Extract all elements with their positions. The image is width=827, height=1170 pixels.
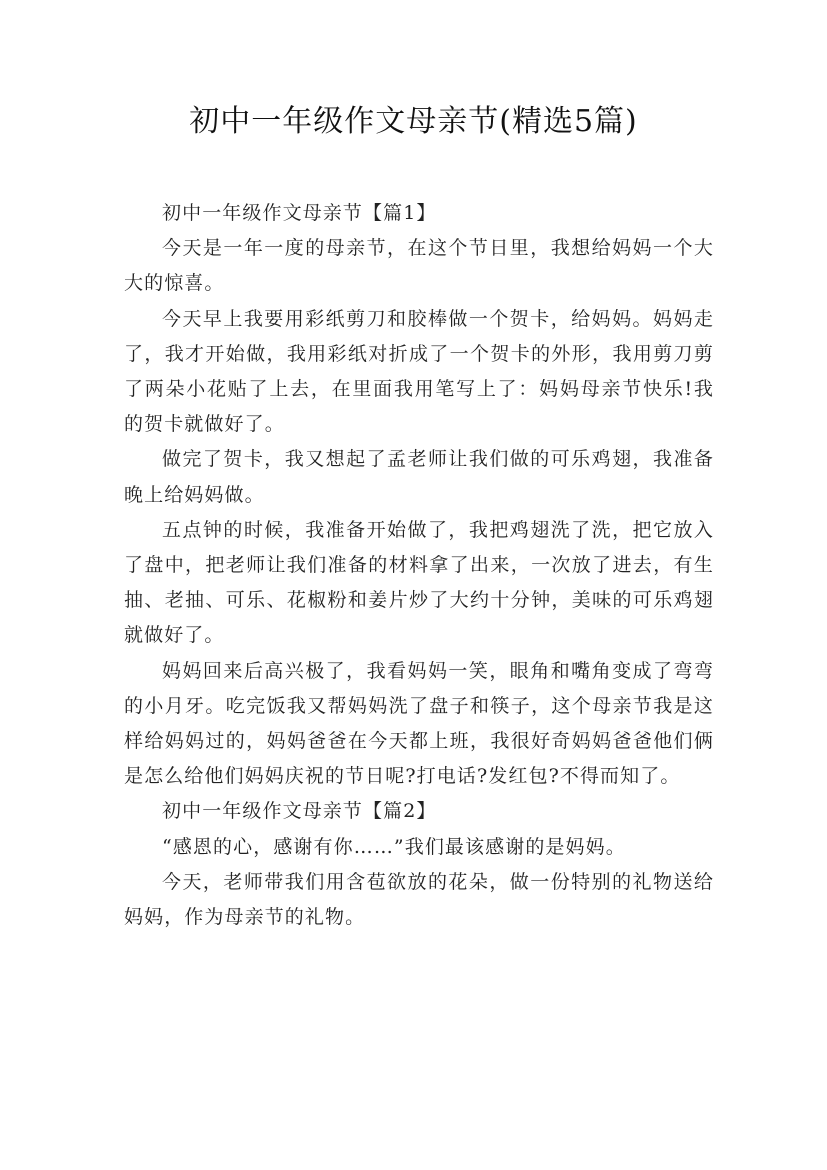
document-title: 初中一年级作文母亲节(精选5篇)	[189, 104, 638, 139]
paragraph: 妈妈回来后高兴极了，我看妈妈一笑，眼角和嘴角变成了弯弯的小月牙。吃完饭我又帮妈妈洗了盘子和筷子，这个母亲节我是这样给妈妈过的，妈妈爸爸在今天都上班，我很好奇妈妈爸爸他们俩是怎么给他们妈妈庆祝的节日呢?打电话?发红包?不得而知了。	[124, 659, 714, 788]
paragraph: 做完了贺卡，我又想起了孟老师让我们做的可乐鸡翅，我准备晚上给妈妈做。	[124, 448, 714, 506]
paragraph: 今天早上我要用彩纸剪刀和胶棒做一个贺卡，给妈妈。妈妈走了，我才开始做，我用彩纸对折成了一个贺卡的外形，我用剪刀剪了两朵小花贴了上去，在里面我用笔写上了：妈妈母亲节快乐!我的贺卡就做好了。	[124, 307, 714, 436]
paragraph: 今天是一年一度的母亲节，在这个节日里，我想给妈妈一个大大的惊喜。	[124, 237, 714, 295]
section-heading-2: 初中一年级作文母亲节【篇2】	[162, 800, 437, 823]
paragraph: “感恩的心，感谢有你……”我们最该感谢的是妈妈。	[162, 835, 626, 858]
document-body	[124, 196, 714, 935]
paragraph: 今天，老师带我们用含苞欲放的花朵，做一份特别的礼物送给妈妈，作为母亲节的礼物。	[124, 870, 714, 929]
paragraph: 五点钟的时候，我准备开始做了，我把鸡翅洗了洗，把它放入了盘中，把老师让我们准备的材料拿了出来，一次放了进去，有生抽、老抽、可乐、花椒粉和姜片炒了大约十分钟，美味的可乐鸡翅就做好了。	[124, 518, 714, 647]
section-heading-1: 初中一年级作文母亲节【篇1】	[162, 202, 437, 224]
